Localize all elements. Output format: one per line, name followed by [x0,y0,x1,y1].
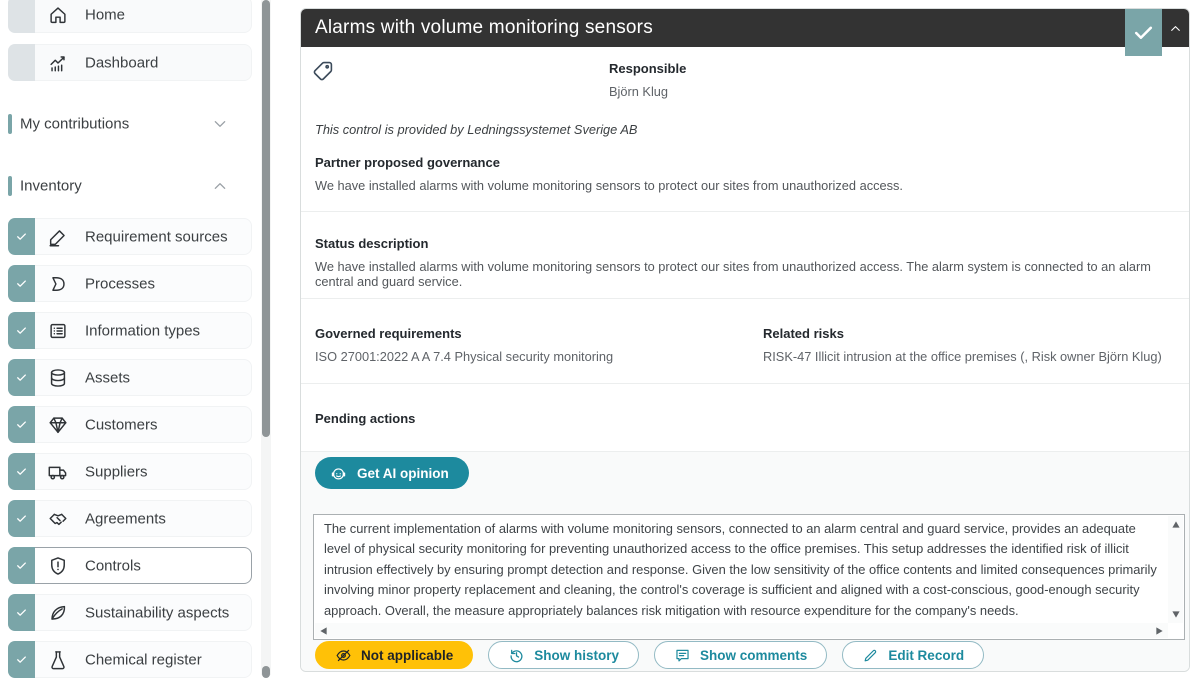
sidebar-item-label: Customers [85,416,158,433]
scroll-down-icon[interactable] [1171,610,1180,619]
button-label: Show history [534,647,620,663]
sidebar-item-label: Suppliers [85,463,148,480]
eye-slash-icon [335,647,352,664]
sidebar-item-information-types[interactable] [8,312,252,349]
sidebar-item-label: Home [85,6,126,23]
item-checkbox[interactable] [8,265,35,302]
partner-governance-text: We have installed alarms with volume monitoring sensors to protect our sites from unauthorized access. [315,178,903,193]
governed-requirements-value: ISO 27001:2022 A A 7.4 Physical security monitoring [315,349,614,364]
sidebar-item-dashboard[interactable] [8,44,252,81]
record-header [301,9,1189,47]
button-label: Show comments [700,647,808,663]
tag-icon [311,59,335,83]
section-accent-bar [8,114,12,134]
sidebar-item-label: Agreements [85,510,166,527]
provider-note: This control is provided by Ledningssystemet Sverige AB [315,122,638,137]
record-panel [300,8,1190,672]
textarea-horizontal-scrollbar[interactable] [315,623,1168,638]
analytics-icon [47,52,69,74]
responsible-label: Responsible [609,61,687,76]
sidebar-item-sustainability-aspects[interactable] [8,594,252,631]
check-icon [1131,20,1156,45]
home-icon [47,4,69,26]
item-checkbox[interactable] [8,641,35,678]
item-checkbox[interactable] [8,312,35,349]
status-description-label: Status description [315,236,429,251]
responsible-value: Björn Klug [609,84,669,99]
edit-record-button[interactable] [842,641,984,669]
record-actions [315,641,984,669]
handshake-icon [47,508,69,530]
divider [301,211,1189,212]
sidebar-item-label: Sustainability aspects [85,604,230,621]
sidebar-item-label: Chemical register [85,651,202,668]
sidebar-item-label: Requirement sources [85,228,228,245]
comment-icon [674,647,691,664]
show-comments-button[interactable] [654,641,827,669]
pending-actions-label: Pending actions [315,411,416,426]
sidebar-scrollbar-thumb-bottom[interactable] [262,666,270,678]
sidebar-item-agreements[interactable] [8,500,252,537]
robot-icon [329,464,348,483]
sidebar-item-label: Assets [85,369,131,386]
chevron-up-icon [1169,22,1182,35]
record-title: Alarms with volume monitoring sensors [315,17,653,38]
partner-governance-label: Partner proposed governance [315,155,500,170]
item-checkbox[interactable] [8,453,35,490]
scroll-right-icon[interactable] [1155,626,1164,635]
sidebar-item-label: Information types [85,322,201,339]
sidebar-item-label: Controls [85,557,141,574]
sidebar-item-processes[interactable] [8,265,252,302]
related-risks-label: Related risks [763,326,844,341]
textarea-vertical-scrollbar[interactable] [1168,516,1183,623]
sidebar-section-my-contributions[interactable] [0,106,252,142]
nav-lead-box [8,44,35,81]
related-risks-value: RISK-47 Illicit intrusion at the office premises (, Risk owner Björn Klug) [763,349,1162,364]
item-checkbox[interactable] [8,406,35,443]
governed-requirements-label: Governed requirements [315,326,462,341]
sidebar-item-chemical-register[interactable] [8,641,252,678]
section-label: My contributions [20,115,130,133]
history-icon [508,647,525,664]
sidebar-item-assets[interactable] [8,359,252,396]
button-label: Edit Record [888,647,965,663]
sidebar-item-label: Dashboard [85,54,159,71]
button-label: Not applicable [361,647,454,663]
section-label: Inventory [20,177,82,195]
ai-opinion-text: The current implementation of alarms with volume monitoring sensors, connected to an alarm central and guard service, provides an adequate level of physical security monitoring for preventing unauthorized access to the office premises. This setup addresses the identified risk of illicit intrusion effectively by ensuring prompt detection and response. Given the low sensitivity of the office contents and limited consequences primarily involving minor property replacement and cleaning, the control's coverage is sufficient and aligned with a cost-conscious, good-enough security approach. Overall, the measure appropriately balances risk mitigation with resource expenditure for the company's needs. [324,521,1157,618]
chevron-down-icon[interactable] [212,116,228,132]
flask-icon [47,649,69,671]
item-checkbox[interactable] [8,500,35,537]
database-icon [47,367,69,389]
section-accent-bar [8,176,12,196]
leaf-icon [47,602,69,624]
approve-button[interactable] [1125,9,1162,56]
divider [301,298,1189,299]
divider [301,383,1189,384]
sidebar-scrollbar-thumb[interactable] [262,0,270,437]
ai-opinion-section [301,451,1189,671]
truck-icon [47,461,69,483]
scroll-left-icon[interactable] [319,626,328,635]
information-list-icon [47,320,69,342]
ai-opinion-textarea[interactable] [313,514,1185,640]
collapse-button[interactable] [1163,9,1188,47]
shield-exclamation-icon [47,555,69,577]
edit-icon [862,647,879,664]
item-checkbox[interactable] [8,594,35,631]
item-checkbox[interactable] [8,218,35,255]
chevron-up-icon[interactable] [212,178,228,194]
item-checkbox[interactable] [8,359,35,396]
show-history-button[interactable] [488,641,639,669]
scroll-up-icon[interactable] [1171,520,1180,529]
process-arrow-icon [47,273,69,295]
sidebar [0,0,280,675]
get-ai-opinion-button[interactable] [315,457,469,489]
sidebar-item-requirement-sources[interactable] [8,218,252,255]
get-ai-opinion-label: Get AI opinion [357,465,449,481]
sidebar-item-suppliers[interactable] [8,453,252,490]
item-checkbox[interactable] [8,547,35,584]
sidebar-item-label: Processes [85,275,156,292]
status-description-text: We have installed alarms with volume monitoring sensors to protect our sites from unauthorized access. The alarm system is connected to an alarm central and guard service. [315,259,1151,289]
sidebar-item-customers[interactable] [8,406,252,443]
nav-lead-box [8,0,35,33]
sidebar-item-controls[interactable] [8,547,252,584]
sidebar-item-home[interactable] [8,0,252,33]
not-applicable-button[interactable] [315,641,473,669]
sidebar-section-inventory[interactable] [0,168,252,204]
gem-icon [47,414,69,436]
signature-pen-icon [47,226,69,248]
